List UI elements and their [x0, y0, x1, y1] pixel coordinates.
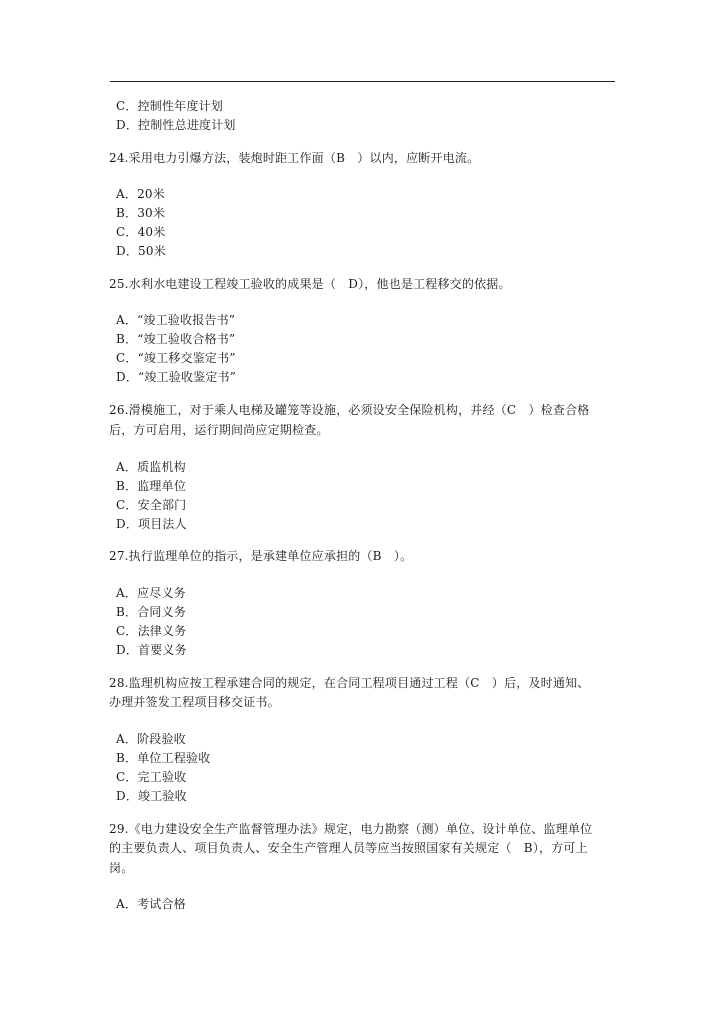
option-c: C．40米	[116, 225, 166, 239]
question-28-stem-line-2: 办理并签发工程项目移交证书。	[109, 695, 280, 709]
question-26-stem-line-2: 后，方可启用，运行期间尚应定期检查。	[109, 423, 329, 437]
question-26-stem-line-1: 26.滑模施工，对于乘人电梯及罐笼等设施，必须设安全保险机构，并经（C ）检查合格	[109, 403, 590, 417]
option-d: D．“竣工验收鉴定书”	[116, 370, 237, 384]
option-b: B．单位工程验收	[116, 751, 211, 765]
option-d: D．项目法人	[116, 517, 187, 531]
question-29-stem-line-2: 的主要负责人、项目负责人、安全生产管理人员等应当按照国家有关规定（ B），方可上	[109, 841, 588, 855]
option-c: C．安全部门	[116, 498, 187, 512]
option-b: B．“竣工验收合格书”	[116, 332, 236, 346]
option-a: A．阶段验收	[116, 732, 186, 746]
option-d: D．50米	[116, 244, 166, 258]
option-a: A．应尽义务	[116, 586, 186, 600]
question-27-stem: 27.执行监理单位的指示，是承建单位应承担的（B ）。	[109, 549, 413, 563]
option-a: A．质监机构	[116, 460, 186, 474]
question-29-stem-line-1: 29.《电力建设安全生产监督管理办法》规定，电力勘察（测）单位、设计单位、监理单位	[109, 822, 593, 836]
question-24-stem: 24.采用电力引爆方法，装炮时距工作面（B ）以内，应断开电流。	[109, 151, 480, 165]
header-rule	[110, 81, 615, 82]
option-c: C．“竣工移交鉴定书”	[116, 351, 236, 365]
option-a: A．“竣工验收报告书”	[116, 313, 236, 327]
option-b: B．30米	[116, 206, 166, 220]
option-d: D．控制性总进度计划	[116, 118, 236, 132]
question-29-stem-line-3: 岗。	[109, 861, 134, 875]
option-c: C．控制性年度计划	[116, 99, 223, 113]
question-25-stem: 25.水利水电建设工程竣工验收的成果是（ D），他也是工程移交的依据。	[109, 277, 511, 291]
option-b: B．监理单位	[116, 479, 187, 493]
option-d: D．首要义务	[116, 643, 187, 657]
option-b: B．合同义务	[116, 605, 187, 619]
option-a: A．20米	[116, 187, 165, 201]
question-28-stem-line-1: 28.监理机构应按工程承建合同的规定，在合同工程项目通过工程（C ）后，及时通知、	[109, 676, 590, 690]
option-c: C．完工验收	[116, 770, 187, 784]
option-a: A．考试合格	[116, 897, 186, 911]
option-c: C．法律义务	[116, 624, 187, 638]
option-d: D．竣工验收	[116, 789, 187, 803]
